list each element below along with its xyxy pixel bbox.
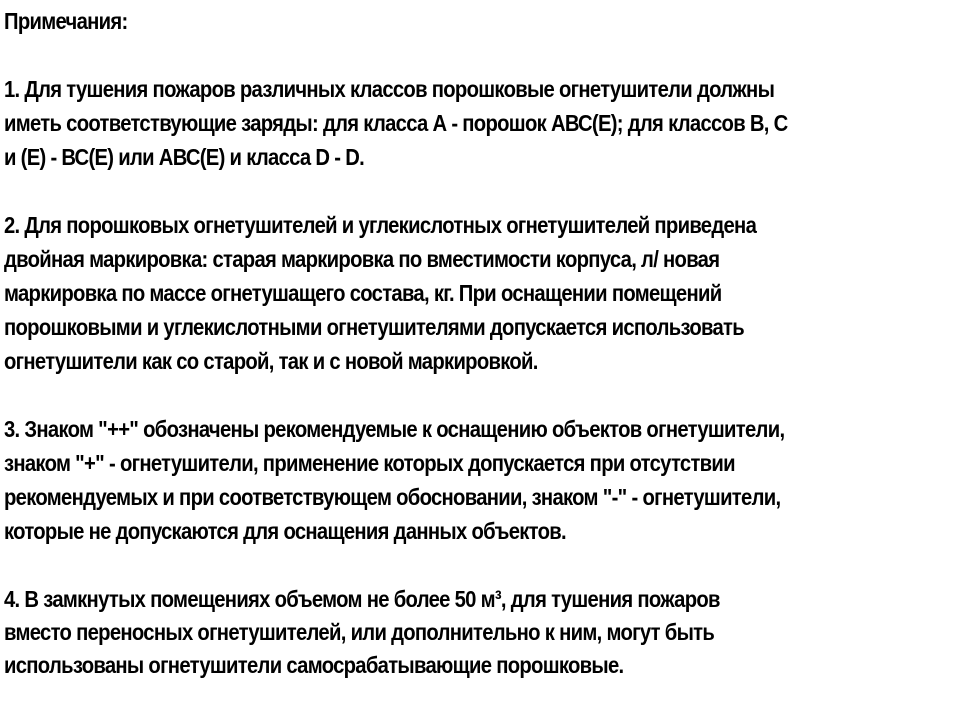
note-1-line-1: 1. Для тушения пожаров различных классов порошковые огнетушители должны: [4, 76, 775, 102]
note-4-line-1: 4. В замкнутых помещениях объемом не более 50 м³, для тушения пожаров: [4, 586, 720, 612]
note-4: [4, 582, 960, 681]
note-2-line-2: двойная маркировка: старая маркировка по вместимости корпуса, л/ новая: [4, 246, 720, 272]
note-3: [4, 412, 960, 548]
note-2: [4, 208, 960, 378]
note-4-line-3: использованы огнетушители самосрабатывающие порошковые.: [4, 652, 624, 678]
notes-heading: Примечания:: [4, 8, 128, 34]
note-3-line-2: знаком "+" - огнетушители, применение которых допускается при отсутствии: [4, 450, 735, 476]
note-1: [4, 72, 960, 174]
note-2-line-3: маркировка по массе огнетушащего состава, кг. При оснащении помещений: [4, 280, 722, 306]
note-2-line-5: огнетушители как со старой, так и с новой маркировкой.: [4, 348, 538, 374]
note-3-line-4: которые не допускаются для оснащения данных объектов.: [4, 518, 566, 544]
note-2-line-4: порошковыми и углекислотными огнетушителями допускается использовать: [4, 314, 744, 340]
note-4-line-2: вместо переносных огнетушителей, или дополнительно к ним, могут быть: [4, 619, 715, 645]
note-1-line-3: и (Е) - ВС(Е) или АВС(Е) и класса D - D.: [4, 144, 365, 170]
note-2-line-1: 2. Для порошковых огнетушителей и углекислотных огнетушителей приведена: [4, 212, 757, 238]
note-1-line-2: иметь соответствующие заряды: для класса А - порошок АВС(Е); для классов В, С: [4, 110, 788, 136]
note-3-line-3: рекомендуемых и при соответствующем обосновании, знаком "-" - огнетушители,: [4, 484, 781, 510]
note-3-line-1: 3. Знаком "++" обозначены рекомендуемые к оснащению объектов огнетушители,: [4, 416, 785, 442]
